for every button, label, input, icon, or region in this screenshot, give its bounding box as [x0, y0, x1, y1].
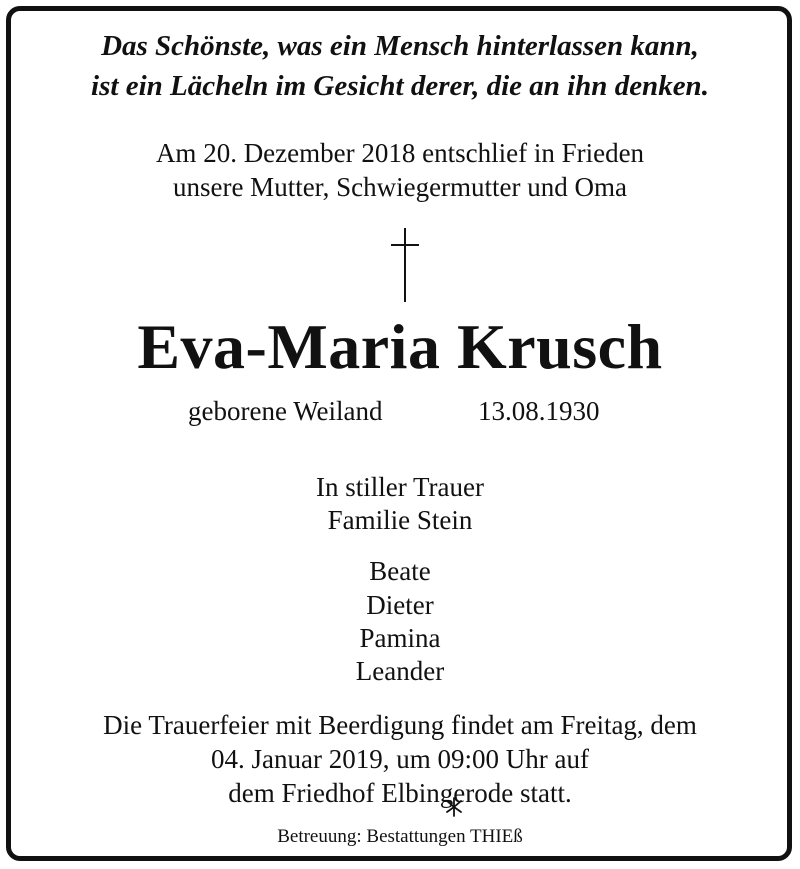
- birth-date: 13.08.1930: [478, 396, 600, 426]
- funeral-line-1: Die Trauerfeier mit Beerdigung findet am Freitag, dem: [103, 710, 697, 740]
- family-member: Pamina: [359, 623, 441, 653]
- mourning-line-1: In stiller Trauer: [316, 472, 484, 502]
- family-member: Beate: [369, 556, 431, 586]
- funeral-home-credit: Betreuung: Bestattungen THIEß: [277, 826, 523, 847]
- family-member: Dieter: [366, 590, 434, 620]
- maiden-name: geborene Weiland: [188, 396, 383, 426]
- family-member: Leander: [355, 656, 445, 686]
- motto-line-2: ist ein Lächeln im Gesicht derer, die an ihn denken.: [91, 70, 709, 102]
- intro-line-1: Am 20. Dezember 2018 entschlief in Frieden: [155, 138, 645, 168]
- intro-line-2: unsere Mutter, Schwiegermutter und Oma: [172, 172, 628, 202]
- funeral-line-3: dem Friedhof Elbingerode statt.: [228, 778, 572, 808]
- deceased-name: Eva-Maria Krusch: [137, 311, 663, 382]
- funeral-line-2: 04. Januar 2019, um 09:00 Uhr auf: [211, 744, 589, 774]
- motto-line-1: Das Schönste, was ein Mensch hinterlassen kann,: [101, 30, 699, 62]
- birth-row: [0, 396, 800, 432]
- mourning-line-2: Familie Stein: [327, 505, 473, 535]
